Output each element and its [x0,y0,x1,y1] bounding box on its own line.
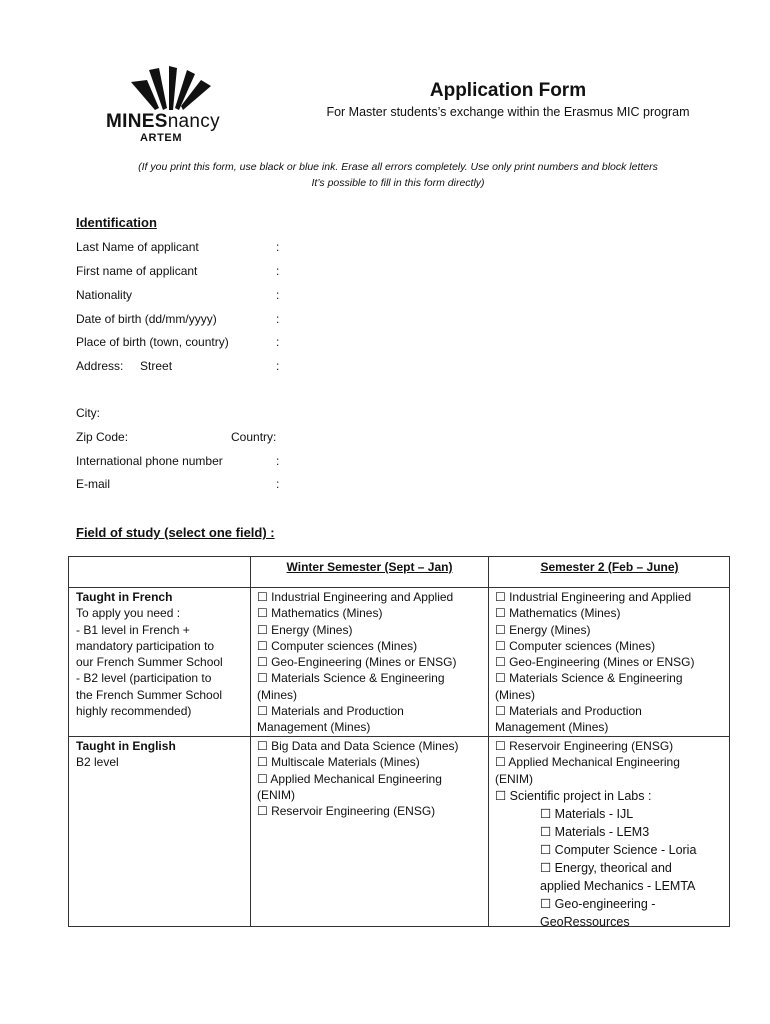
checkbox-option[interactable]: ☐ Mathematics (Mines) [495,606,621,621]
checkbox-option[interactable]: ☐ Big Data and Data Science (Mines) [257,739,459,753]
checkbox-option[interactable]: ☐ Mathematics (Mines) [257,606,383,621]
checkbox-option[interactable]: ☐ Materials Science & Engineering [495,671,683,686]
identification-heading: Identification [76,215,157,230]
field-of-study-table [68,556,730,927]
checkbox-option[interactable]: ☐ Scientific project in Labs : [495,788,652,803]
checkbox-option[interactable]: ☐ Energy (Mines) [257,622,353,637]
form-title: Application Form [429,80,587,101]
school-logo [106,64,236,146]
checkbox-option[interactable]: ☐ Industrial Engineering and Applied [257,590,454,604]
form-subtitle: For Master students’s exchange within the Erasmus MIC program [326,105,690,119]
taught-in-english-cell: Taught in English B2 level [76,739,176,770]
nationality-field[interactable]: Nationality : [76,288,280,302]
semester-2-header: Semester 2 (Feb – June) [540,560,679,574]
checkbox-option[interactable]: ☐ Materials and Production [257,704,404,719]
french-winter-options[interactable]: ☐ Industrial Engineering and Applied ☐ Mathematics (Mines) ☐ Energy (Mines) ☐ Computer sciences (Mines) ☐ Geo-Engineering (Mines or ENSG) ☐ Materials Science & Engineering (Mines) ☐ Materials and Production Management (Mines) [257,589,487,736]
checkbox-option[interactable]: ☐ Reservoir Engineering (ENSG) [495,739,674,753]
checkbox-option[interactable]: ☐ Materials Science & Engineering [257,671,445,686]
checkbox-option[interactable]: ☐ Materials and Production [495,704,642,719]
first-name-field[interactable]: First name of applicant : [76,264,280,278]
checkbox-option[interactable]: ☐ Computer sciences (Mines) [495,638,656,653]
checkbox-option[interactable]: ☐ Applied Mechanical Engineering [257,771,442,786]
checkbox-option[interactable]: ☐ Applied Mechanical Engineering [495,755,680,770]
logo-emblem-icon [129,64,213,112]
lab-checkbox-option[interactable]: ☐ Computer Science - Loria [540,842,697,857]
logo-artem: ARTEM [140,132,183,144]
winter-semester-header: Winter Semester (Sept – Jan) [286,560,453,574]
taught-in-french-cell: Taught in French To apply you need : - B1 level in French + mandatory participation to our French Summer School - B2 level (participation to the French Summer School highly recommended) [76,590,223,719]
english-semester-2-options[interactable]: ☐ Reservoir Engineering (ENSG) ☐ Applied Mechanical Engineering (ENIM) ☐ Scientific project in Labs : ☐ Materials - IJL ☐ Materials - LEM3 ☐ Computer Science - Loria ☐ Energy, theorical and applied Mechanics - LEMTA ☐ Geo-engineering - GeoRessources [495,738,729,931]
checkbox-option[interactable]: ☐ Computer sciences (Mines) [257,638,418,653]
checkbox-option[interactable]: ☐ Reservoir Engineering (ENSG) [257,804,436,819]
field-of-study-heading: Field of study (select one field) : [76,525,275,540]
checkbox-option[interactable]: ☐ Energy (Mines) [495,622,591,637]
zip-country-field[interactable]: Zip Code: Country: [76,430,277,444]
french-semester-2-options[interactable]: ☐ Industrial Engineering and Applied ☐ Mathematics (Mines) ☐ Energy (Mines) ☐ Computer sciences (Mines) ☐ Geo-Engineering (Mines or ENSG) ☐ Materials Science & Engineering (Mines) ☐ Materials and Production Management (Mines) [495,589,729,736]
lab-checkbox-option[interactable]: ☐ Energy, theorical and [540,860,672,875]
english-winter-options[interactable]: ☐ Big Data and Data Science (Mines) ☐ Multiscale Materials (Mines) ☐ Applied Mechanical Engineering (ENIM) ☐ Reservoir Engineering (ENSG) [257,738,487,819]
table-row-divider [69,587,729,588]
last-name-field[interactable]: Last Name of applicant : [76,240,280,254]
checkbox-option[interactable]: ☐ Industrial Engineering and Applied [495,590,692,604]
lab-checkbox-option[interactable]: ☐ Materials - IJL [540,806,634,821]
city-field[interactable]: City: [76,406,100,420]
date-of-birth-field[interactable]: Date of birth (dd/mm/yyyy) : [76,312,280,326]
fill-instructions: (If you print this form, use black or blue ink. Erase all errors completely. Use only print numbers and block letters It’s possible to fill in this form directly) [138,161,658,189]
checkbox-option[interactable]: ☐ Geo-Engineering (Mines or ENSG) [495,655,695,670]
table-column-divider [250,557,251,926]
logo-wordmark: MINESnancy [106,111,220,132]
table-column-divider [488,557,489,926]
lab-checkbox-option[interactable]: ☐ Materials - LEM3 [540,824,650,839]
table-row-divider [69,736,729,737]
lab-checkbox-option[interactable]: ☐ Geo-engineering - [540,896,656,911]
phone-field[interactable]: International phone number : [76,454,280,468]
place-of-birth-field[interactable]: Place of birth (town, country) : [76,335,280,349]
checkbox-option[interactable]: ☐ Multiscale Materials (Mines) [257,755,420,770]
email-field[interactable]: E-mail : [76,477,280,491]
street-address-field[interactable]: Address: Street : [76,359,280,373]
checkbox-option[interactable]: ☐ Geo-Engineering (Mines or ENSG) [257,655,457,670]
